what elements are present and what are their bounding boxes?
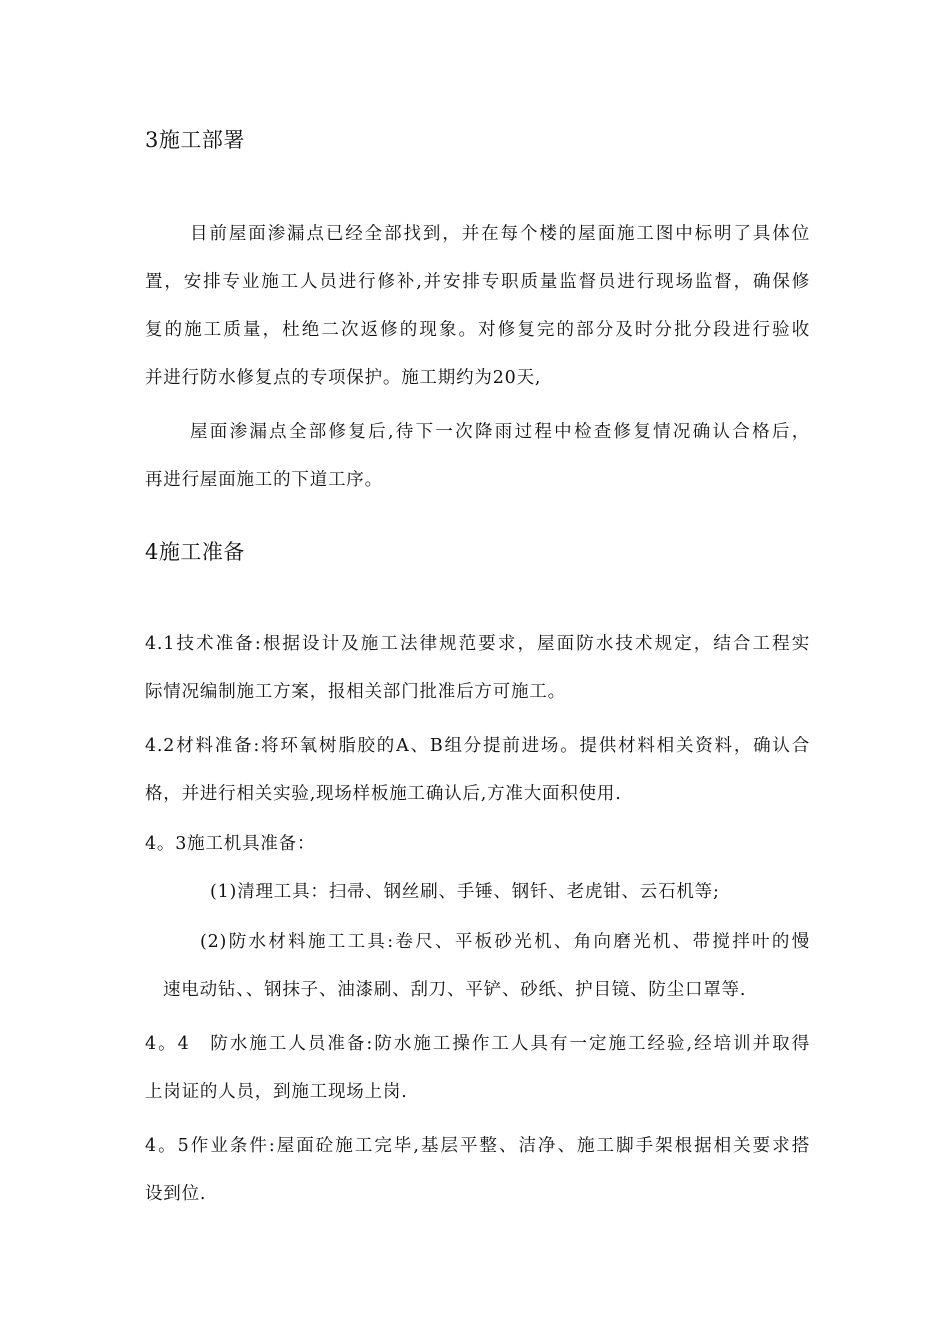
item-4-4-line-2: 上岗证的人员，到施工现场上岗. <box>145 1082 408 1102</box>
tools-list-2-line-2: 速电动钻、、钢抹子、油漆刷、刮刀、平铲、砂纸、护目镜、防尘口罩等. <box>163 980 747 1000</box>
item-4-3-heading: 4。3施工机具准备： <box>145 834 316 854</box>
tools-list-1: (1)清理工具：扫帚、钢丝刷、手锤、钢钎、老虎钳、云石机等; <box>210 882 720 902</box>
item-4-5-line-1: 4。5作业条件:屋面砼施工完毕,基层平整、洁净、施工脚手架根据相关要求搭 <box>145 1136 810 1156</box>
item-4-4-line-1: 4。4 防水施工人员准备:防水施工操作工人具有一定施工经验,经培训并取得 <box>145 1034 810 1054</box>
item-4-2-line-2: 格，并进行相关实验,现场样板施工确认后,方准大面积使用. <box>145 784 622 804</box>
section-3-paragraph-2-line-1: 屋面渗漏点全部修复后,待下一次降雨过程中检查修复情况确认合格后， <box>190 422 810 442</box>
item-4-5-line-2: 设到位. <box>145 1184 207 1204</box>
section-3-paragraph-1-line-4: 并进行防水修复点的专项保护。施工期约为20天, <box>145 368 542 388</box>
section-3-paragraph-2-line-2: 再进行屋面施工的下道工序。 <box>145 470 383 490</box>
section-3-heading: 3施工部署 <box>145 128 245 152</box>
tools-list-2-line-1: (2)防水材料施工工具:卷尺、平板砂光机、角向磨光机、带搅拌叶的慢 <box>200 932 810 952</box>
item-4-1-line-2: 际情况编制施工方案，报相关部门批准后方可施工。 <box>145 682 566 702</box>
item-4-1-line-1: 4.1技术准备:根据设计及施工法律规范要求，屋面防水技术规定，结合工程实 <box>145 634 810 654</box>
section-3-paragraph-1-line-1: 目前屋面渗漏点已经全部找到，并在每个楼的屋面施工图中标明了具体位 <box>190 224 810 244</box>
section-4-heading: 4施工准备 <box>145 540 245 564</box>
item-4-2-line-1: 4.2材料准备:将环氧树脂胶的A、B组分提前进场。提供材料相关资料，确认合 <box>145 736 810 756</box>
section-3-paragraph-1-line-2: 置，安排专业施工人员进行修补,并安排专职质量监督员进行现场监督，确保修 <box>145 272 810 292</box>
section-3-paragraph-1-line-3: 复的施工质量，杜绝二次返修的现象。对修复完的部分及时分批分段进行验收 <box>145 320 810 340</box>
